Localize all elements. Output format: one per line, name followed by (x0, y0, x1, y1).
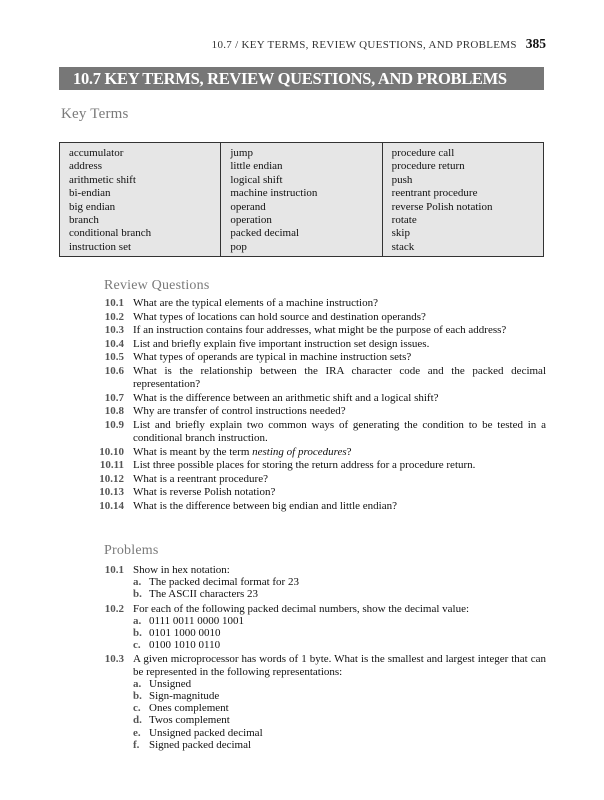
subpart-letter: b. (133, 588, 142, 601)
problem-text: Show in hex notation: (133, 564, 230, 576)
question-text (133, 446, 546, 460)
question-text: What is the difference between an arithmetic shift and a logical shift? (133, 391, 439, 404)
key-term: procedure return (391, 160, 465, 173)
problems-heading: Problems (104, 543, 159, 558)
question-number: 10.2 (104, 310, 124, 323)
key-term: big endian (69, 200, 116, 213)
subpart-text: Unsigned packed decimal (149, 726, 263, 739)
question-number: 10.9 (104, 418, 124, 431)
key-term: instruction set (69, 240, 132, 253)
problem-text: A given microprocessor has words of 1 byte. What is the smallest and largest integer that can be represented in the following representations: (133, 653, 546, 678)
question-text-part: ? (346, 445, 352, 458)
review-question (96, 500, 546, 514)
subpart-text: 0100 1010 0110 (149, 639, 221, 652)
problem (96, 603, 546, 652)
problem-text: For each of the following packed decimal numbers, show the decimal value: (133, 602, 470, 615)
subpart-letter: d. (133, 714, 142, 727)
key-term: bi-endian (69, 187, 111, 200)
question-text-emphasis: nesting of procedures (252, 445, 347, 458)
problem (96, 653, 546, 751)
review-question (96, 297, 546, 311)
question-text: Why are transfer of control instructions needed? (133, 405, 346, 417)
key-term: jump (230, 147, 253, 159)
review-questions-heading: Review Questions (104, 278, 210, 293)
problem-subpart (133, 678, 546, 690)
key-terms-column (220, 143, 381, 256)
question-text: List and briefly explain five important instruction set design issues. (133, 337, 430, 350)
key-term: operation (230, 214, 272, 227)
key-term: arithmetic shift (69, 173, 136, 186)
section-title: 10.7 KEY TERMS, REVIEW QUESTIONS, AND PROBLEMS (73, 68, 507, 88)
problem-subpart (133, 627, 546, 639)
key-term: operand (230, 200, 266, 213)
key-terms-heading: Key Terms (61, 106, 129, 122)
key-term: reentrant procedure (391, 187, 478, 200)
question-text: What is the relationship between the IRA character code and the packed decimal representation? (133, 364, 546, 390)
question-number: 10.3 (104, 324, 124, 336)
key-term: machine instruction (230, 187, 318, 200)
question-text: What is a reentrant procedure? (133, 472, 268, 485)
question-number: 10.13 (99, 486, 124, 498)
problem-body (133, 603, 546, 652)
subpart-letter: a. (133, 576, 142, 589)
subpart-letter: e. (133, 726, 141, 739)
question-number: 10.10 (99, 445, 124, 458)
review-question (96, 392, 546, 406)
question-text: If an instruction contains four addresses, what might be the purpose of each address? (133, 324, 507, 336)
question-number: 10.7 (104, 391, 124, 404)
review-question (96, 419, 546, 446)
key-term: pop (230, 240, 247, 253)
review-question (96, 446, 546, 460)
key-term: skip (391, 227, 410, 240)
review-question (96, 338, 546, 352)
key-terms-column (382, 143, 543, 256)
section-banner (59, 67, 544, 90)
problem-subpart (133, 690, 546, 702)
subpart-text: The ASCII characters 23 (149, 588, 259, 601)
problem-subpart (133, 639, 546, 651)
question-number: 10.1 (104, 297, 124, 309)
problem-subpart (133, 739, 546, 751)
problem-number: 10.1 (104, 564, 124, 576)
problem-subpart (133, 615, 546, 627)
question-number: 10.11 (99, 459, 124, 471)
question-text: What types of locations can hold source and destination operands? (133, 310, 426, 323)
subpart-letter: c. (133, 702, 141, 715)
question-number: 10.14 (99, 499, 124, 512)
question-text-part: What is meant by the term (133, 445, 253, 458)
key-term: little endian (230, 160, 283, 173)
key-terms-box (59, 142, 544, 257)
review-question (96, 405, 546, 419)
key-term: conditional branch (69, 227, 152, 240)
question-text: List three possible places for storing the return address for a procedure return. (133, 459, 476, 471)
subpart-letter: f. (133, 738, 140, 751)
question-number: 10.8 (104, 405, 124, 417)
question-number: 10.6 (104, 364, 124, 377)
subpart-letter: a. (133, 677, 142, 690)
problem (96, 564, 546, 601)
review-question (96, 351, 546, 365)
subpart-letter: b. (133, 627, 142, 640)
key-term: branch (69, 214, 99, 227)
key-term: stack (391, 240, 415, 253)
review-question (96, 486, 546, 500)
problem-number: 10.2 (104, 602, 124, 615)
review-question (96, 459, 546, 473)
subpart-text: 0101 1000 0010 (149, 627, 221, 640)
key-term: address (69, 160, 102, 173)
subpart-text: Unsigned (149, 677, 192, 690)
question-number: 10.5 (104, 351, 124, 363)
question-text: What types of operands are typical in machine instruction sets? (133, 351, 412, 363)
question-text: What is reverse Polish notation? (133, 486, 276, 498)
subpart-text: Signed packed decimal (149, 738, 252, 751)
subpart-letter: b. (133, 690, 142, 703)
problem-subpart (133, 727, 546, 739)
subpart-text: Sign-magnitude (149, 690, 220, 703)
question-number: 10.4 (104, 337, 124, 350)
review-question (96, 365, 546, 392)
key-term: push (391, 173, 413, 186)
review-question (96, 311, 546, 325)
problem-number: 10.3 (104, 653, 124, 666)
question-number: 10.12 (99, 472, 124, 485)
problem-subpart (133, 588, 546, 600)
subpart-text: The packed decimal format for 23 (149, 576, 299, 589)
question-text: What is the difference between big endian and little endian? (133, 499, 397, 512)
key-term: logical shift (230, 173, 283, 186)
problems-list (96, 564, 546, 753)
subpart-text: Twos complement (149, 714, 230, 727)
review-question (96, 473, 546, 487)
key-term: reverse Polish notation (391, 200, 493, 213)
subpart-letter: c. (133, 639, 141, 652)
review-questions-list (96, 297, 546, 513)
problem-body (133, 653, 546, 751)
running-header (212, 36, 546, 56)
key-term: procedure call (391, 147, 455, 159)
subpart-text: Ones complement (149, 702, 229, 715)
review-question (96, 324, 546, 338)
problem-body (133, 564, 546, 601)
key-terms-column (60, 143, 220, 256)
key-term: rotate (391, 214, 417, 227)
key-term: accumulator (69, 147, 124, 159)
running-title: 10.7 / KEY TERMS, REVIEW QUESTIONS, AND PROBLEMS (211, 39, 517, 51)
question-text: What are the typical elements of a machine instruction? (133, 297, 378, 309)
question-text: List and briefly explain two common ways of generating the condition to be tested in a conditional branch instruction. (133, 418, 546, 444)
problem-subpart (133, 714, 546, 726)
subpart-letter: a. (133, 614, 142, 627)
subpart-text: 0111 0011 0000 1001 (149, 614, 245, 627)
key-term: packed decimal (230, 227, 300, 240)
page-number: 385 (525, 36, 546, 51)
problem-subpart (133, 702, 546, 714)
problem-subpart (133, 576, 546, 588)
